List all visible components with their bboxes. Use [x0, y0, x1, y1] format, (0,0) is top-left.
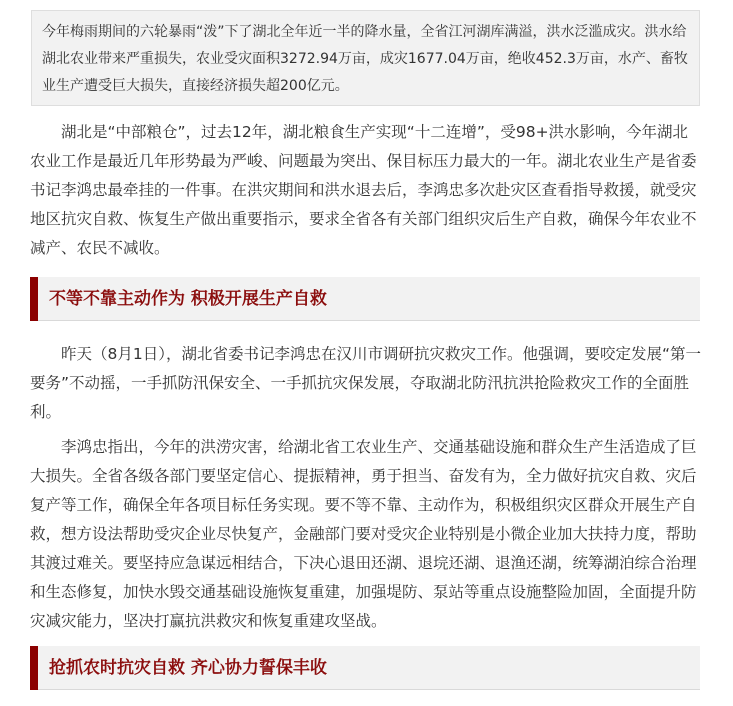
section-heading [30, 277, 700, 321]
heading-accent-bar [30, 646, 38, 690]
article-paragraph: 李鸿忠指出，今年的洪涝灾害，给湖北省工农业生产、交通基础设施和群众生产生活造成了巨大损失。全省各级各部门要坚定信心、提振精神，勇于担当、奋发有为，全力做好抗灾自救、灾后复产等工作，确保全年各项目标任务实现。要不等不靠、主动作为，积极组织灾区群众开展生产自救，想方设法帮助受灾企业尽快复产，金融部门要对受灾企业特别是小微企业加大扶持力度，帮助其渡过难关。要坚持应急谋远相结合，下决心退田还湖、退垸还湖、退渔还湖，统筹湖泊综合治理和生态修复，加快水毁交通基础设施恢复重建，加强堤防、泵站等重点设施整险加固，全面提升防灾减灾能力，坚决打赢抗洪救灾和恢复重建攻坚战。 [30, 438, 697, 630]
article-summary-box [31, 10, 700, 106]
section-heading-text: 抢抓农时抗灾自救 齐心协力誓保丰收 [49, 658, 327, 678]
heading-accent-bar [30, 277, 38, 321]
article-paragraph: 昨天（8月1日），湖北省委书记李鸿忠在汉川市调研抗灾救灾工作。他强调，要咬定发展“第一要务”不动摇，一手抓防汛保安全、一手抓抗灾保发展，夺取湖北防汛抗洪抢险救灾工作的全面胜利。 [30, 345, 702, 421]
section-heading [30, 646, 700, 690]
section-heading-text: 不等不靠主动作为 积极开展生产自救 [49, 289, 327, 309]
article-paragraph: 湖北是“中部粮仓”，过去12年，湖北粮食生产实现“十二连增”，受98+洪水影响，今年湖北农业工作是最近几年形势最为严峻、问题最为突出、保目标压力最大的一年。湖北农业生产是省委书记李鸿忠最牵挂的一件事。在洪灾期间和洪水退去后，李鸿忠多次赴灾区查看指导救援，就受灾地区抗灾自救、恢复生产做出重要指示，要求全省各有关部门组织灾后生产自救，确保今年农业不减产、农民不减收。 [30, 123, 697, 257]
article-summary: 今年梅雨期间的六轮暴雨“泼”下了湖北全年近一半的降水量，全省江河湖库满溢，洪水泛滥成灾。洪水给湖北农业带来严重损失，农业受灾面积3272.94万亩，成灾1677.04万亩，绝收452.3万亩，水产、畜牧业生产遭受巨大损失，直接经济损失超200亿元。 [42, 24, 688, 94]
